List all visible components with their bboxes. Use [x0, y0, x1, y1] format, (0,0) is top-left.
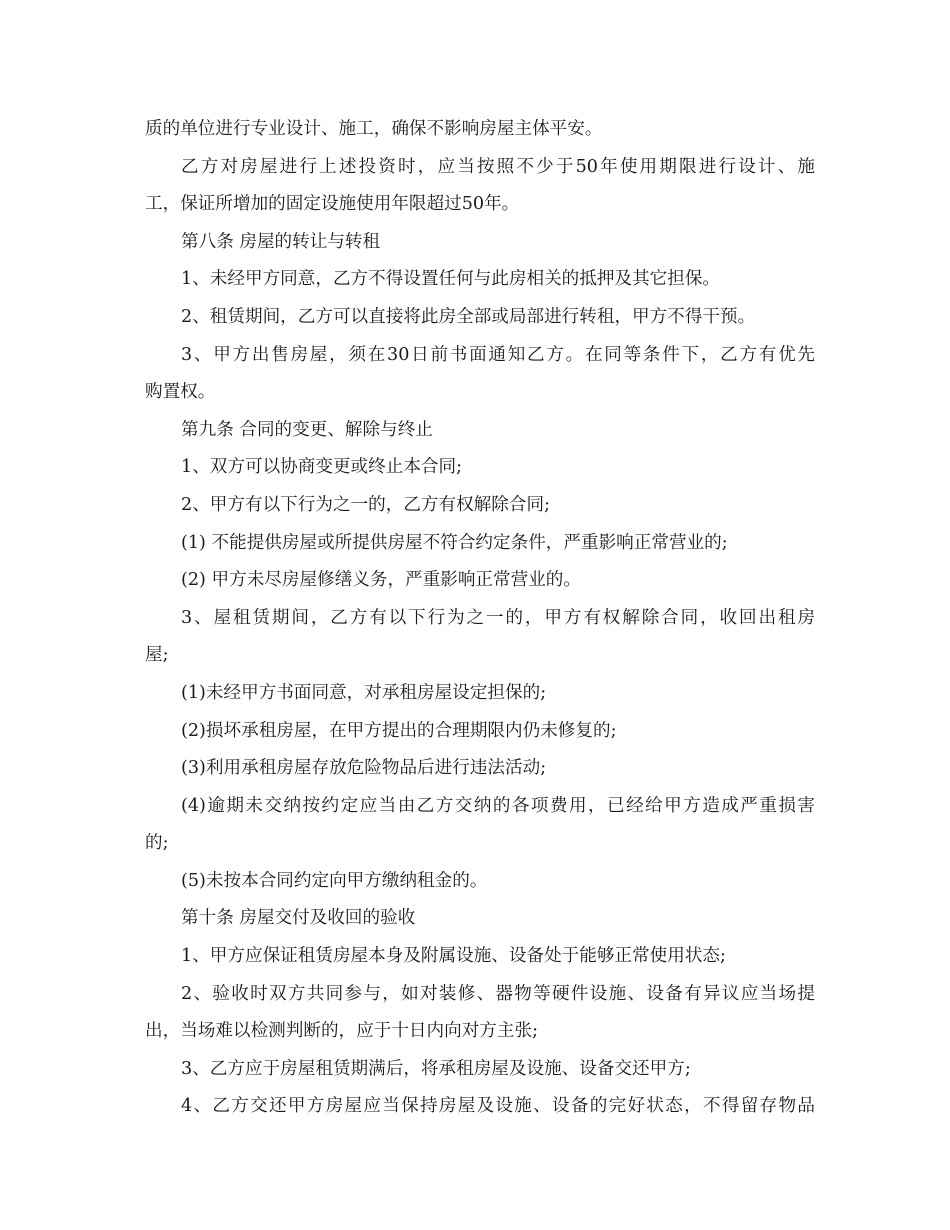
text-line: 第八条 房屋的转让与转租 — [181, 231, 381, 252]
text-line: 3、甲方出售房屋，须在30日前书面通知乙方。在同等条件下，乙方有优先 — [181, 344, 815, 365]
text-line: 乙方对房屋进行上述投资时，应当按照不少于50年使用期限进行设计、施 — [181, 156, 815, 177]
text-line: (1) 不能提供房屋或所提供房屋不符合约定条件，严重影响正常营业的; — [181, 532, 728, 553]
text-line: 2、验收时双方共同参与，如对装修、器物等硬件设施、设备有异议应当场提 — [181, 983, 815, 1004]
text-line: 屋; — [145, 645, 169, 666]
text-line: (3)利用承租房屋存放危险物品后进行违法活动; — [181, 758, 547, 779]
text-line: (1)未经甲方书面同意，对承租房屋设定担保的; — [181, 682, 547, 703]
text-line: 1、未经甲方同意，乙方不得设置任何与此房相关的抵押及其它担保。 — [181, 269, 721, 290]
text-line: (4)逾期未交纳按约定应当由乙方交纳的各项费用，已经给甲方造成严重损害 — [181, 795, 815, 816]
text-line: 出，当场难以检测判断的，应于十日内向对方主张; — [145, 1021, 538, 1042]
text-line: 第九条 合同的变更、解除与终止 — [181, 419, 433, 440]
text-line: (5)未按本合同约定向甲方缴纳租金的。 — [181, 870, 488, 891]
text-line: 1、甲方应保证租赁房屋本身及附属设施、设备处于能够正常使用状态; — [181, 946, 726, 967]
document-body — [145, 111, 815, 1126]
text-line: 2、甲方有以下行为之一的，乙方有权解除合同; — [181, 494, 550, 515]
text-line: 工，保证所增加的固定设施使用年限超过50年。 — [145, 194, 520, 215]
text-line: 1、双方可以协商变更或终止本合同; — [181, 457, 463, 478]
text-line: 3、屋租赁期间，乙方有以下行为之一的，甲方有权解除合同，收回出租房 — [181, 607, 815, 628]
text-line: (2)损坏承租房屋，在甲方提出的合理期限内仍未修复的; — [181, 720, 617, 741]
text-line: 2、租赁期间，乙方可以直接将此房全部或局部进行转租，甲方不得干预。 — [181, 306, 756, 327]
text-line: 第十条 房屋交付及收回的验收 — [181, 908, 416, 929]
text-line: 购置权。 — [145, 382, 216, 403]
text-line: 的; — [145, 833, 169, 854]
text-line: (2) 甲方未尽房屋修缮义务，严重影响正常营业的。 — [181, 570, 581, 591]
text-line: 3、乙方应于房屋租赁期满后，将承租房屋及设施、设备交还甲方; — [181, 1058, 691, 1079]
text-line: 4、乙方交还甲方房屋应当保持房屋及设施、设备的完好状态，不得留存物品 — [181, 1096, 815, 1117]
text-line: 质的单位进行专业设计、施工，确保不影响房屋主体平安。 — [145, 119, 603, 139]
